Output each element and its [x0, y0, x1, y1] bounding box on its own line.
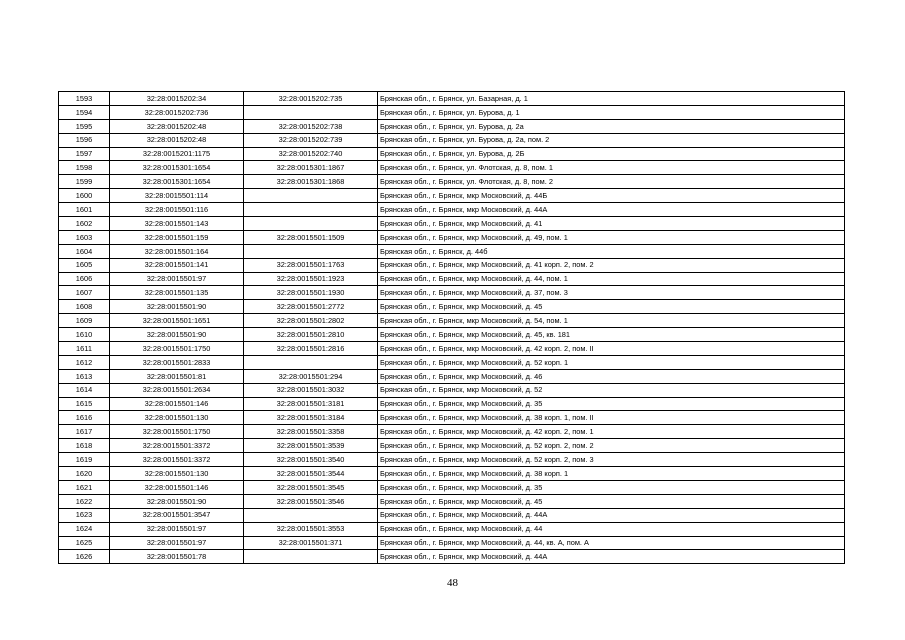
address-cell: Брянская обл., г. Брянск, мкр Московский, д. 52 корп. 2, пом. 2 [378, 439, 845, 453]
address-cell: Брянская обл., г. Брянск, мкр Московский, д. 38 корп. 1 [378, 467, 845, 481]
address-cell: Брянская обл., г. Брянск, ул. Бурова, д. 2а [378, 119, 845, 133]
cadastral-number-cell: 32:28:0015301:1654 [110, 161, 244, 175]
row-number-cell: 1593 [59, 92, 110, 106]
premises-cadastral-number-cell: 32:28:0015501:3540 [244, 453, 378, 467]
row-number-cell: 1625 [59, 536, 110, 550]
cadastral-number-cell: 32:28:0015501:3372 [110, 439, 244, 453]
table-row [59, 480, 845, 494]
cadastral-number-cell: 32:28:0015501:90 [110, 328, 244, 342]
premises-cadastral-number-cell [244, 508, 378, 522]
address-cell: Брянская обл., г. Брянск, мкр Московский, д. 52 корп. 2, пом. 3 [378, 453, 845, 467]
property-table-body [59, 92, 845, 564]
address-cell: Брянская обл., г. Брянск, мкр Московский, д. 44А [378, 508, 845, 522]
address-cell: Брянская обл., г. Брянск, мкр Московский, д. 41 корп. 2, пом. 2 [378, 258, 845, 272]
premises-cadastral-number-cell: 32:28:0015501:3553 [244, 522, 378, 536]
cadastral-number-cell: 32:28:0015501:116 [110, 203, 244, 217]
cadastral-number-cell: 32:28:0015202:736 [110, 105, 244, 119]
premises-cadastral-number-cell: 32:28:0015501:2816 [244, 342, 378, 356]
premises-cadastral-number-cell: 32:28:0015301:1867 [244, 161, 378, 175]
address-cell: Брянская обл., г. Брянск, ул. Бурова, д. 2а, пом. 2 [378, 133, 845, 147]
cadastral-number-cell: 32:28:0015501:90 [110, 494, 244, 508]
cadastral-number-cell: 32:28:0015501:81 [110, 369, 244, 383]
table-row [59, 494, 845, 508]
row-number-cell: 1594 [59, 105, 110, 119]
address-cell: Брянская обл., г. Брянск, ул. Бурова, д. 2Б [378, 147, 845, 161]
table-row [59, 133, 845, 147]
row-number-cell: 1616 [59, 411, 110, 425]
cadastral-number-cell: 32:28:0015202:34 [110, 92, 244, 106]
cadastral-number-cell: 32:28:0015501:3547 [110, 508, 244, 522]
table-row [59, 508, 845, 522]
premises-cadastral-number-cell [244, 203, 378, 217]
row-number-cell: 1619 [59, 453, 110, 467]
property-table [58, 91, 845, 564]
address-cell: Брянская обл., г. Брянск, мкр Московский, д. 35 [378, 480, 845, 494]
row-number-cell: 1608 [59, 300, 110, 314]
cadastral-number-cell: 32:28:0015501:159 [110, 230, 244, 244]
premises-cadastral-number-cell: 32:28:0015501:3544 [244, 467, 378, 481]
table-row [59, 230, 845, 244]
table-row [59, 536, 845, 550]
row-number-cell: 1626 [59, 550, 110, 564]
row-number-cell: 1605 [59, 258, 110, 272]
row-number-cell: 1614 [59, 383, 110, 397]
table-row [59, 439, 845, 453]
cadastral-number-cell: 32:28:0015501:146 [110, 397, 244, 411]
row-number-cell: 1621 [59, 480, 110, 494]
cadastral-number-cell: 32:28:0015501:3372 [110, 453, 244, 467]
table-row [59, 175, 845, 189]
address-cell: Брянская обл., г. Брянск, мкр Московский, д. 42 корп. 2, пом. II [378, 342, 845, 356]
cadastral-number-cell: 32:28:0015501:164 [110, 244, 244, 258]
premises-cadastral-number-cell: 32:28:0015202:738 [244, 119, 378, 133]
premises-cadastral-number-cell [244, 355, 378, 369]
row-number-cell: 1602 [59, 217, 110, 231]
row-number-cell: 1611 [59, 342, 110, 356]
premises-cadastral-number-cell: 32:28:0015501:3546 [244, 494, 378, 508]
premises-cadastral-number-cell: 32:28:0015501:1923 [244, 272, 378, 286]
premises-cadastral-number-cell [244, 217, 378, 231]
table-row [59, 369, 845, 383]
cadastral-number-cell: 32:28:0015501:97 [110, 272, 244, 286]
row-number-cell: 1603 [59, 230, 110, 244]
table-row [59, 258, 845, 272]
premises-cadastral-number-cell: 32:28:0015501:3181 [244, 397, 378, 411]
premises-cadastral-number-cell [244, 189, 378, 203]
table-row [59, 203, 845, 217]
row-number-cell: 1604 [59, 244, 110, 258]
address-cell: Брянская обл., г. Брянск, мкр Московский, д. 41 [378, 217, 845, 231]
table-row [59, 355, 845, 369]
premises-cadastral-number-cell [244, 244, 378, 258]
cadastral-number-cell: 32:28:0015501:2634 [110, 383, 244, 397]
cadastral-number-cell: 32:28:0015202:48 [110, 119, 244, 133]
table-row [59, 383, 845, 397]
cadastral-number-cell: 32:28:0015501:114 [110, 189, 244, 203]
cadastral-number-cell: 32:28:0015501:143 [110, 217, 244, 231]
address-cell: Брянская обл., г. Брянск, мкр Московский, д. 49, пом. 1 [378, 230, 845, 244]
address-cell: Брянская обл., г. Брянск, мкр Московский, д. 52 [378, 383, 845, 397]
address-cell: Брянская обл., г. Брянск, мкр Московский, д. 52 корп. 1 [378, 355, 845, 369]
premises-cadastral-number-cell: 32:28:0015501:1509 [244, 230, 378, 244]
row-number-cell: 1618 [59, 439, 110, 453]
address-cell: Брянская обл., г. Брянск, ул. Бурова, д. 1 [378, 105, 845, 119]
cadastral-number-cell: 32:28:0015501:1651 [110, 314, 244, 328]
premises-cadastral-number-cell: 32:28:0015501:3184 [244, 411, 378, 425]
address-cell: Брянская обл., г. Брянск, мкр Московский, д. 44Б [378, 189, 845, 203]
address-cell: Брянская обл., г. Брянск, мкр Московский, д. 38 корп. 1, пом. II [378, 411, 845, 425]
row-number-cell: 1595 [59, 119, 110, 133]
address-cell: Брянская обл., г. Брянск, мкр Московский, д. 45 [378, 300, 845, 314]
row-number-cell: 1606 [59, 272, 110, 286]
row-number-cell: 1612 [59, 355, 110, 369]
table-row [59, 425, 845, 439]
row-number-cell: 1624 [59, 522, 110, 536]
premises-cadastral-number-cell: 32:28:0015202:739 [244, 133, 378, 147]
row-number-cell: 1610 [59, 328, 110, 342]
cadastral-number-cell: 32:28:0015301:1654 [110, 175, 244, 189]
premises-cadastral-number-cell: 32:28:0015501:1763 [244, 258, 378, 272]
table-row [59, 550, 845, 564]
table-row [59, 397, 845, 411]
premises-cadastral-number-cell: 32:28:0015501:294 [244, 369, 378, 383]
cadastral-number-cell: 32:28:0015501:90 [110, 300, 244, 314]
table-row [59, 105, 845, 119]
address-cell: Брянская обл., г. Брянск, мкр Московский, д. 44А [378, 203, 845, 217]
address-cell: Брянская обл., г. Брянск, ул. Флотская, д. 8, пом. 1 [378, 161, 845, 175]
table-row [59, 161, 845, 175]
row-number-cell: 1599 [59, 175, 110, 189]
row-number-cell: 1617 [59, 425, 110, 439]
cadastral-number-cell: 32:28:0015501:97 [110, 536, 244, 550]
premises-cadastral-number-cell: 32:28:0015501:3032 [244, 383, 378, 397]
cadastral-number-cell: 32:28:0015501:1750 [110, 342, 244, 356]
table-row [59, 453, 845, 467]
address-cell: Брянская обл., г. Брянск, мкр Московский, д. 42 корп. 2, пом. 1 [378, 425, 845, 439]
address-cell: Брянская обл., г. Брянск, мкр Московский, д. 45, кв. 181 [378, 328, 845, 342]
table-row [59, 286, 845, 300]
premises-cadastral-number-cell: 32:28:0015501:2772 [244, 300, 378, 314]
table-row [59, 522, 845, 536]
row-number-cell: 1596 [59, 133, 110, 147]
table-row [59, 244, 845, 258]
row-number-cell: 1623 [59, 508, 110, 522]
premises-cadastral-number-cell [244, 550, 378, 564]
cadastral-number-cell: 32:28:0015201:1175 [110, 147, 244, 161]
row-number-cell: 1601 [59, 203, 110, 217]
address-cell: Брянская обл., г. Брянск, мкр Московский, д. 44, кв. А, пом. А [378, 536, 845, 550]
premises-cadastral-number-cell: 32:28:0015501:1930 [244, 286, 378, 300]
cadastral-number-cell: 32:28:0015501:141 [110, 258, 244, 272]
table-row [59, 189, 845, 203]
table-row [59, 119, 845, 133]
premises-cadastral-number-cell: 32:28:0015501:3539 [244, 439, 378, 453]
premises-cadastral-number-cell: 32:28:0015501:3545 [244, 480, 378, 494]
address-cell: Брянская обл., г. Брянск, ул. Базарная, д. 1 [378, 92, 845, 106]
row-number-cell: 1600 [59, 189, 110, 203]
address-cell: Брянская обл., г. Брянск, мкр Московский, д. 35 [378, 397, 845, 411]
cadastral-number-cell: 32:28:0015202:48 [110, 133, 244, 147]
table-row [59, 272, 845, 286]
table-row [59, 92, 845, 106]
premises-cadastral-number-cell [244, 105, 378, 119]
premises-cadastral-number-cell: 32:28:0015202:735 [244, 92, 378, 106]
row-number-cell: 1615 [59, 397, 110, 411]
cadastral-number-cell: 32:28:0015501:130 [110, 411, 244, 425]
table-row [59, 314, 845, 328]
premises-cadastral-number-cell: 32:28:0015501:2810 [244, 328, 378, 342]
row-number-cell: 1598 [59, 161, 110, 175]
address-cell: Брянская обл., г. Брянск, д. 44б [378, 244, 845, 258]
address-cell: Брянская обл., г. Брянск, мкр Московский, д. 44А [378, 550, 845, 564]
premises-cadastral-number-cell: 32:28:0015501:2802 [244, 314, 378, 328]
cadastral-number-cell: 32:28:0015501:135 [110, 286, 244, 300]
premises-cadastral-number-cell: 32:28:0015501:371 [244, 536, 378, 550]
row-number-cell: 1609 [59, 314, 110, 328]
cadastral-number-cell: 32:28:0015501:78 [110, 550, 244, 564]
address-cell: Брянская обл., г. Брянск, мкр Московский, д. 54, пом. 1 [378, 314, 845, 328]
cadastral-number-cell: 32:28:0015501:1750 [110, 425, 244, 439]
address-cell: Брянская обл., г. Брянск, ул. Флотская, д. 8, пом. 2 [378, 175, 845, 189]
premises-cadastral-number-cell: 32:28:0015202:740 [244, 147, 378, 161]
row-number-cell: 1607 [59, 286, 110, 300]
cadastral-number-cell: 32:28:0015501:146 [110, 480, 244, 494]
address-cell: Брянская обл., г. Брянск, мкр Московский, д. 46 [378, 369, 845, 383]
cadastral-number-cell: 32:28:0015501:97 [110, 522, 244, 536]
table-row [59, 217, 845, 231]
page-number: 48 [447, 577, 458, 589]
table-row [59, 328, 845, 342]
table-row [59, 467, 845, 481]
table-row [59, 300, 845, 314]
table-row [59, 411, 845, 425]
table-row [59, 147, 845, 161]
address-cell: Брянская обл., г. Брянск, мкр Московский, д. 37, пом. 3 [378, 286, 845, 300]
table-row [59, 342, 845, 356]
row-number-cell: 1620 [59, 467, 110, 481]
cadastral-number-cell: 32:28:0015501:130 [110, 467, 244, 481]
address-cell: Брянская обл., г. Брянск, мкр Московский, д. 44, пом. 1 [378, 272, 845, 286]
row-number-cell: 1597 [59, 147, 110, 161]
premises-cadastral-number-cell: 32:28:0015301:1868 [244, 175, 378, 189]
row-number-cell: 1622 [59, 494, 110, 508]
row-number-cell: 1613 [59, 369, 110, 383]
address-cell: Брянская обл., г. Брянск, мкр Московский, д. 44 [378, 522, 845, 536]
address-cell: Брянская обл., г. Брянск, мкр Московский, д. 45 [378, 494, 845, 508]
cadastral-number-cell: 32:28:0015501:2833 [110, 355, 244, 369]
premises-cadastral-number-cell: 32:28:0015501:3358 [244, 425, 378, 439]
